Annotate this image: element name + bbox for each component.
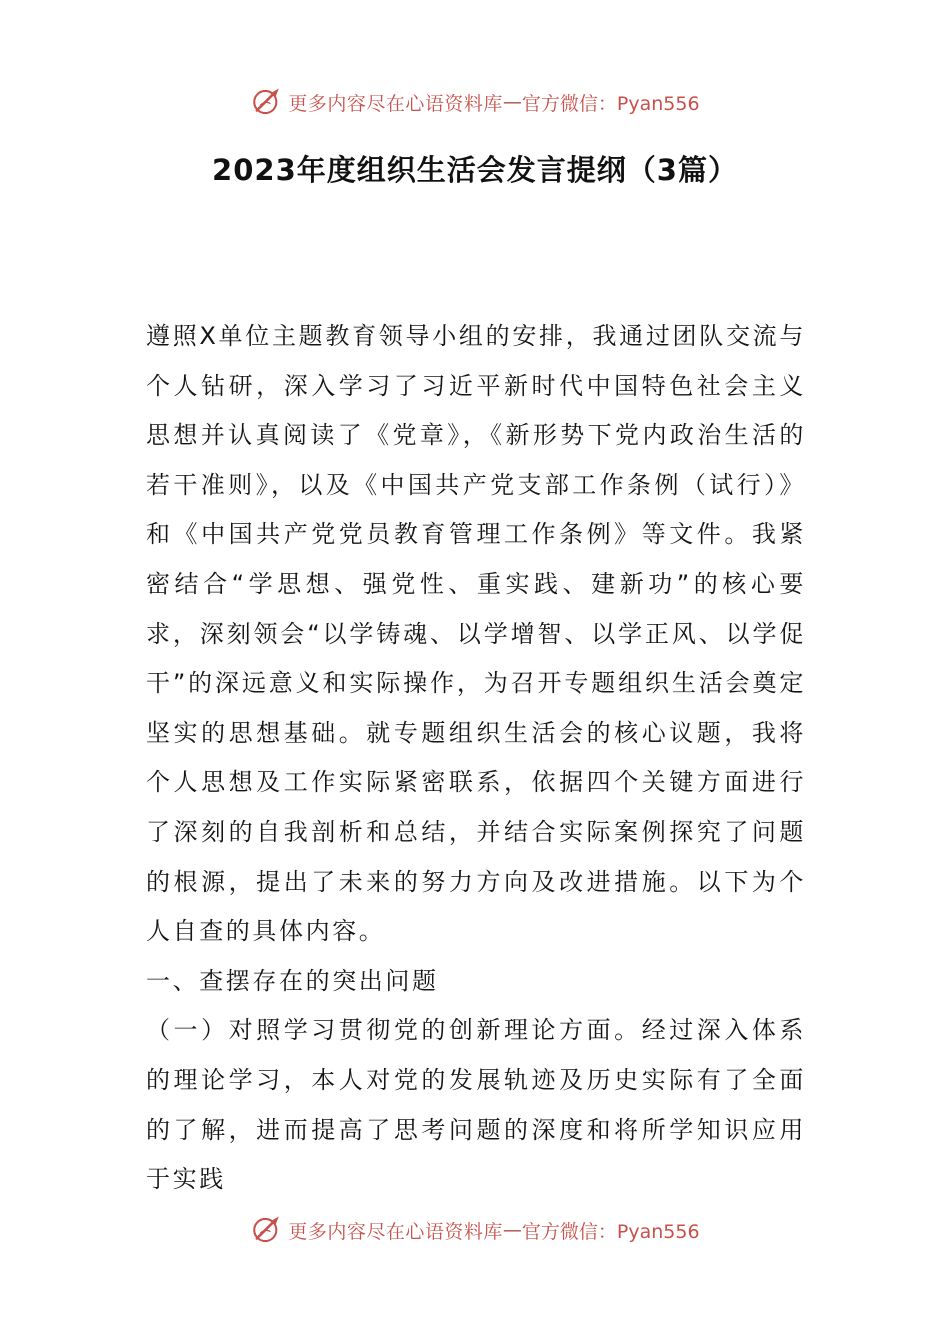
- body-paragraph: （一）对照学习贯彻党的创新理论方面。经过深入体系的理论学习，本人对党的发展轨迹及历史实际有了全面的了解，进而提高了思考问题的深度和将所学知识应用于实践: [146, 1016, 806, 1194]
- body-paragraph: 遵照X单位主题教育领导小组的安排，我通过团队交流与个人钻研，深入学习了习近平新时代中国特色社会主义思想并认真阅读了《党章》，《新形势下党内政治生活的若干准则》，以及《中国共产党支部工作条例（试行）》和《中国共产党党员教育管理工作条例》等文件。我紧密结合“学思想、强党性、重实践、建新功”的核心要求，深刻领会“以学铸魂、以学增智、以学正风、以学促干”的深远意义和实际操作，为召开专题组织生活会奠定坚实的思想基础。就专题组织生活会的核心议题，我将个人思想及工作实际紧密联系，依据四个关键方面进行了深刻的自我剖析和总结，并结合实际案例探究了问题的根源，提出了未来的努力方向及改进措施。以下为个人自查的具体内容。: [146, 322, 806, 946]
- banner-dash: —: [502, 1219, 522, 1241]
- section-heading: 一、查摆存在的突出问题: [146, 966, 439, 995]
- banner-contact: 官方微信：Pyan556: [521, 92, 700, 115]
- pen-logo-icon: [250, 85, 284, 119]
- document-body: [146, 312, 806, 1205]
- footer-banner: [0, 1210, 950, 1250]
- document-title: 2023年度组织生活会发言提纲（3篇）: [212, 153, 738, 187]
- header-banner: [0, 82, 950, 122]
- banner-text: 更多内容尽在心语资料库: [288, 1220, 503, 1243]
- banner-dash: —: [502, 91, 522, 113]
- banner-text: 更多内容尽在心语资料库: [288, 92, 503, 115]
- pen-logo-icon: [250, 1213, 284, 1247]
- banner-contact: 官方微信：Pyan556: [521, 1220, 700, 1243]
